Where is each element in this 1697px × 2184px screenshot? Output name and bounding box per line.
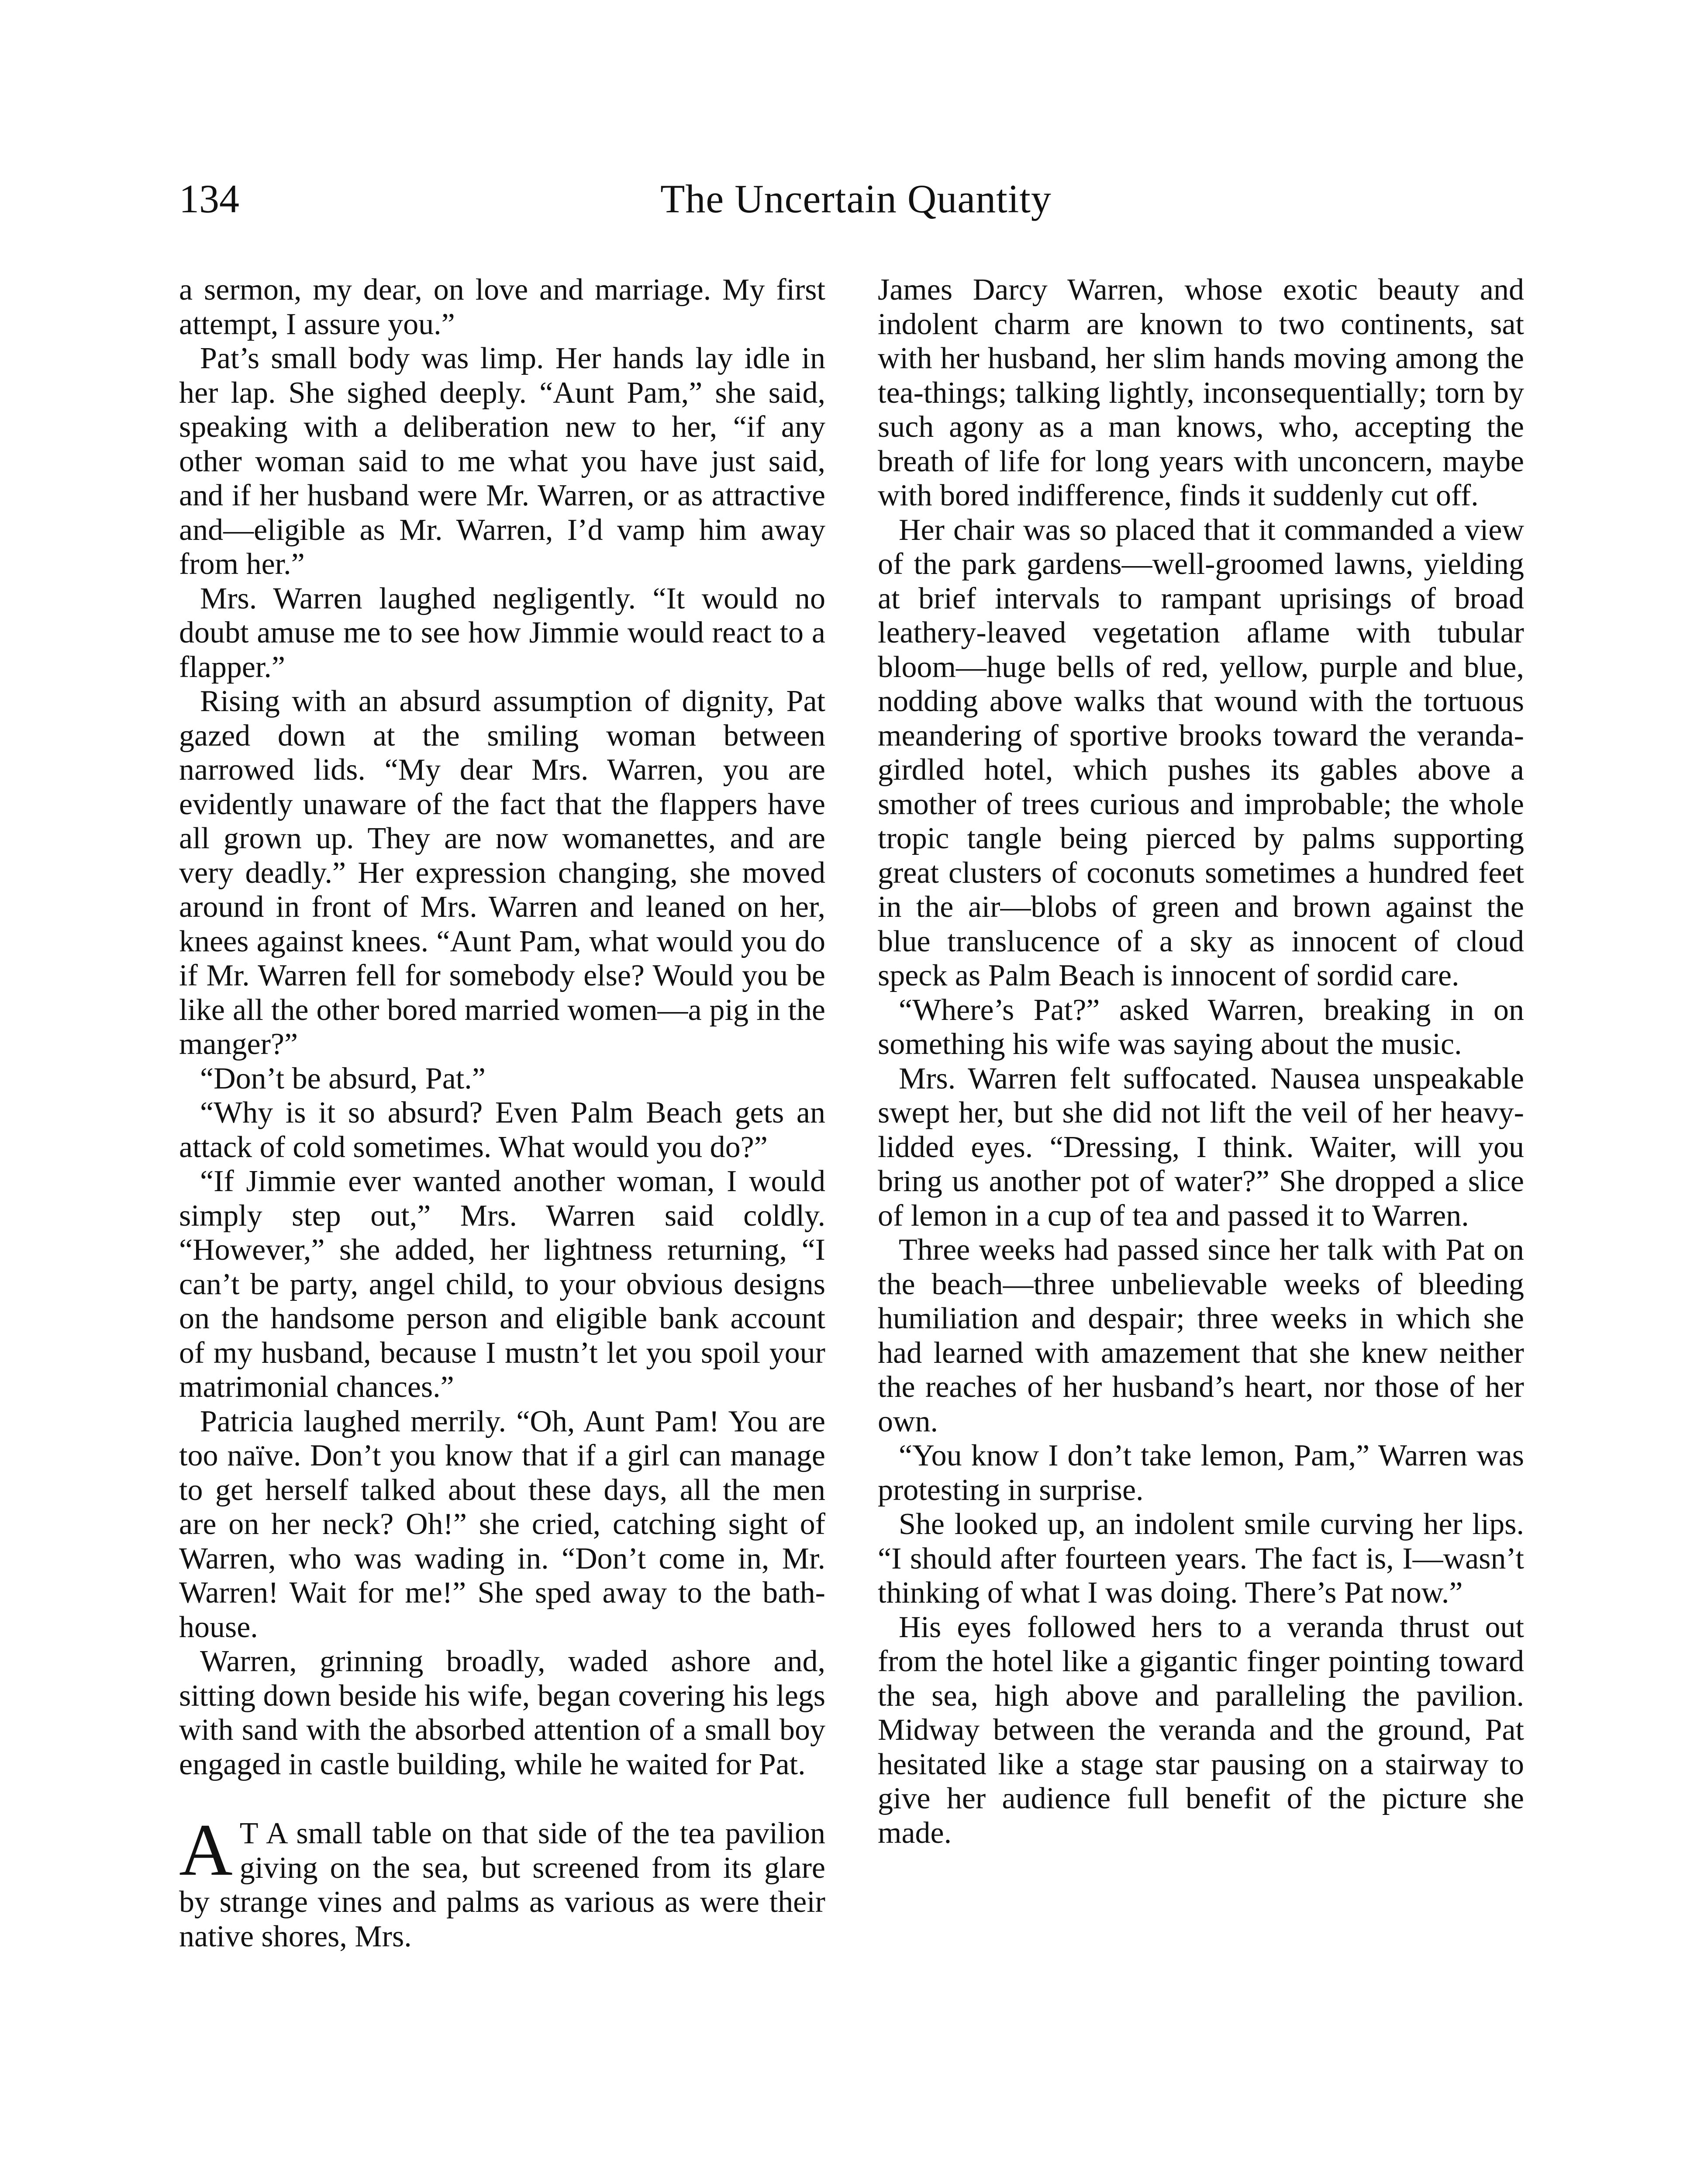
paragraph: Rising with an absurd assumption of dignity, Pat gazed down at the smiling woman between narrowed lids. “My dear Mrs. Warren, you are evidently unaware of the fact that the flappers have all grown up. They are now womanettes, and are very deadly.” Her expression changing, she moved around in front of Mrs. Warren and leaned on her, knees against knees. “Aunt Pam, what would you do if Mr. Warren fell for somebody else? Would you be like all the other bored married women—a pig in the manger?” [179,684,825,1061]
right-column [878,273,1524,1850]
left-column [179,273,825,1954]
running-title: The Uncertain Quantity [660,176,1052,221]
paragraph: James Darcy Warren, whose exotic beauty and indolent charm are known to two continents, sat with her husband, her slim hands moving among the tea-things; talking lightly, inconsequentially; torn by such agony as a man knows, who, accepting the breath of life for long years with unconcern, maybe with bored indifference, finds it suddenly cut off. [878,273,1524,512]
paragraph: Warren, grinning broadly, waded ashore and, sitting down beside his wife, began covering his legs with sand with the absorbed attention of a small boy engaged in castle building, while he waited for Pat. [179,1645,825,1781]
paragraph: “If Jimmie ever wanted another woman, I would simply step out,” Mrs. Warren said coldly. “However,” she added, her lightness returning, “I can’t be party, angel child, to your obvious designs on the handsome person and eligible bank account of my husband, because I mustn’t let you spoil your matrimonial chances.” [179,1165,825,1404]
paragraph: She looked up, an indolent smile curving her lips. “I should after fourteen years. The fact is, I—wasn’t thinking of what I was doing. There’s Pat now.” [878,1507,1524,1610]
paragraph: “Where’s Pat?” asked Warren, breaking in on something his wife was saying about the music. [878,993,1524,1061]
paragraph: His eyes followed hers to a veranda thrust out from the hotel like a gigantic finger pointing toward the sea, high above and paralleling the pavilion. Midway between the veranda and the ground, Pat hesitated like a stage star pausing on a stairway to give her audience full benefit of the picture she made. [878,1610,1524,1850]
paragraph: Mrs. Warren felt suffocated. Nausea unspeakable swept her, but she did not lift the veil of her heavy-lidded eyes. “Dressing, I think. Waiter, will you bring us another pot of water?” She dropped a slice of lemon in a cup of tea and passed it to Warren. [878,1061,1524,1233]
drop-cap: A [179,1809,233,1891]
paragraph: Her chair was so placed that it commanded a view of the park gardens—well-groomed lawns, yielding at brief intervals to rampant uprisings of broad leathery-leaved vegetation aflame with tubular bloom—huge bells of red, yellow, purple and blue, nodding above walks that wound with the tortuous meandering of sportive brooks toward the veranda-girdled hotel, which pushes its gables above a smother of trees curious and improbable; the whole tropic tangle being pierced by palms supporting great clusters of coconuts sometimes a hundred feet in the air—blobs of green and brown against the blue translucence of a sky as innocent of cloud speck as Palm Beach is innocent of sordid care. [878,513,1524,992]
paragraph: Pat’s small body was limp. Her hands lay idle in her lap. She sighed deeply. “Aunt Pam,” she said, speaking with a deliberation new to her, “if any other woman said to me what you have just said, and if her husband were Mr. Warren, or as attractive and—eligible as Mr. Warren, I’d vamp him away from her.” [179,342,825,581]
paragraph: a sermon, my dear, on love and marriage. My first attempt, I assure you.” [179,273,825,341]
page-header [179,170,1533,227]
paragraph: Mrs. Warren laughed negligently. “It would no doubt amuse me to see how Jimmie would react to a flapper.” [179,581,825,684]
section-start-paragraph [179,1809,825,1954]
paragraph: “Why is it so absurd? Even Palm Beach gets an attack of cold sometimes. What would you do?” [179,1096,825,1164]
page-number: 134 [179,176,239,221]
paragraph: “Don’t be absurd, Pat.” [200,1061,486,1095]
section-start-text: T A small table on that side of the tea pavilion giving on the sea, but screened from its glare by strange vines and palms as various as were their native shores, Mrs. [179,1817,825,1953]
paragraph: Patricia laughed merrily. “Oh, Aunt Pam! You are too naïve. Don’t you know that if a girl can manage to get herself talked about these days, all the men are on her neck? Oh!” she cried, catching sight of Warren, who was wading in. “Don’t come in, Mr. Warren! Wait for me!” She sped away to the bath-house. [179,1404,825,1644]
paragraph: Three weeks had passed since her talk with Pat on the beach—three unbelievable weeks of bleeding humiliation and despair; three weeks in which she had learned with amazement that she knew neither the reaches of her husband’s heart, nor those of her own. [878,1233,1524,1438]
paragraph: “You know I don’t take lemon, Pam,” Warren was protesting in surprise. [878,1439,1524,1507]
